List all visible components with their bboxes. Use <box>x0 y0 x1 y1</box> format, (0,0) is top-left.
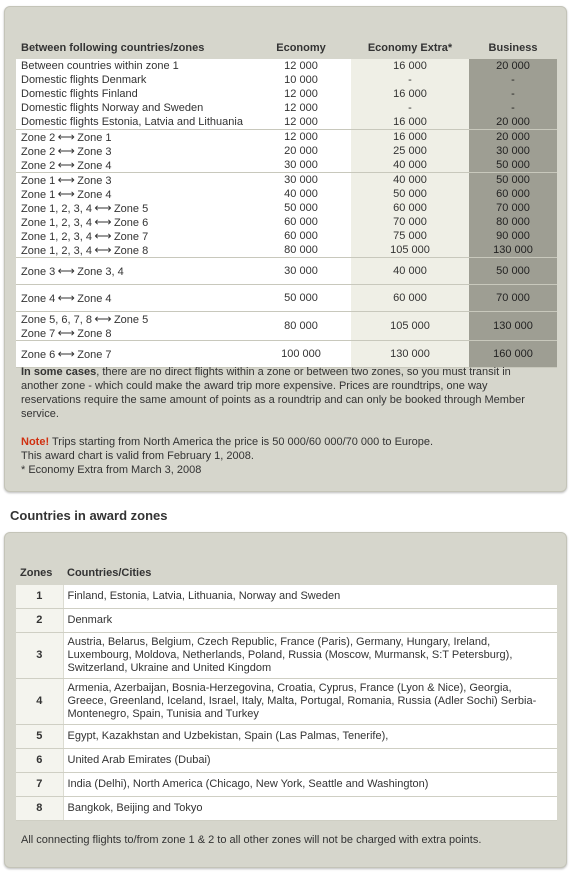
economy-extra-cell: 105 000 <box>351 243 469 258</box>
route-cell <box>16 87 251 101</box>
zone-countries: Armenia, Azerbaijan, Bosnia-Herzegovina, Croatia, Cyprus, France (Lyon & Nice), Georgia, Greece, Greenland, Iceland, Israel, Italy, Malta, Portugal, Romania, Russia (Adler Sochi) Serbia-Montenegro, Spain, Tunisia and Turkey <box>63 679 557 725</box>
route-to: Zone 3 <box>77 175 112 187</box>
route-from: Zone 1, 2, 3, 4 <box>21 245 92 257</box>
table-row <box>16 173 557 188</box>
route-cell <box>16 144 251 158</box>
route-from: Zone 6 <box>21 349 56 361</box>
route-to: Zone 4 <box>77 293 112 305</box>
table-row <box>16 229 557 243</box>
economy-extra-cell: 16 000 <box>351 115 469 130</box>
route-from: Zone 1, 2, 3, 4 <box>21 231 92 243</box>
route-to: Zone 7 <box>77 349 112 361</box>
economy-cell: 12 000 <box>251 101 351 115</box>
business-cell: 90 000 <box>469 229 557 243</box>
zone-countries: Denmark <box>63 609 557 633</box>
economy-cell: 80 000 <box>251 243 351 258</box>
table-row <box>16 243 557 258</box>
economy-extra-cell: 16 000 <box>351 87 469 101</box>
economy-extra-cell: 60 000 <box>351 285 469 312</box>
table-row <box>16 158 557 173</box>
zone-row <box>16 585 557 609</box>
notes-north-america <box>21 435 541 449</box>
route-to: Zone 8 <box>77 328 112 340</box>
zones-section-title: Countries in award zones <box>10 508 168 523</box>
economy-cell: 50 000 <box>251 285 351 312</box>
business-cell: 60 000 <box>469 187 557 201</box>
route-label: Domestic flights Norway and Sweden <box>21 102 204 114</box>
route-cell <box>16 341 251 368</box>
header-route: Between following countries/zones <box>21 42 205 54</box>
zone-number: 3 <box>16 633 63 679</box>
award-notes <box>21 365 541 477</box>
route-cell <box>16 101 251 115</box>
zone-row <box>16 749 557 773</box>
zone-row <box>16 609 557 633</box>
business-cell: 130 000 <box>469 312 557 341</box>
double-arrow-icon: ⟷ <box>94 229 112 243</box>
table-row <box>16 87 557 101</box>
note-label: Note! <box>21 436 50 448</box>
zone-row <box>16 725 557 749</box>
economy-extra-cell: 105 000 <box>351 312 469 341</box>
route-to: Zone 1 <box>77 132 112 144</box>
route-cell <box>16 285 251 312</box>
economy-extra-cell: 16 000 <box>351 130 469 145</box>
header-countries: Countries/Cities <box>67 567 152 579</box>
zone-countries: Bangkok, Beijing and Tokyo <box>63 797 557 821</box>
route-from: Zone 1 <box>21 175 56 187</box>
economy-extra-cell: 60 000 <box>351 201 469 215</box>
double-arrow-icon: ⟷ <box>94 243 112 257</box>
route-from: Zone 2 <box>21 132 56 144</box>
header-zones: Zones <box>20 567 53 579</box>
double-arrow-icon: ⟷ <box>57 130 75 144</box>
zone-number: 2 <box>16 609 63 633</box>
award-chart-panel <box>4 6 567 492</box>
zone-row <box>16 773 557 797</box>
economy-extra-cell: 40 000 <box>351 158 469 173</box>
table-row <box>16 59 557 73</box>
economy-extra-cell: 40 000 <box>351 258 469 285</box>
business-cell: 20 000 <box>469 115 557 130</box>
table-row <box>16 201 557 215</box>
zone-countries: Austria, Belarus, Belgium, Czech Republic, France (Paris), Germany, Hungary, Ireland, Luxembourg, Moldova, Netherlands, Poland, Russia (Moscow, Murmansk, S:T Petersburg), Switzerland, Ukraine and United Kingdom <box>63 633 557 679</box>
business-cell: - <box>469 101 557 115</box>
zone-number: 4 <box>16 679 63 725</box>
zone-row <box>16 797 557 821</box>
business-cell: 160 000 <box>469 341 557 368</box>
economy-cell: 30 000 <box>251 158 351 173</box>
route-label: Between countries within zone 1 <box>21 60 179 72</box>
route-cell <box>16 215 251 229</box>
double-arrow-icon: ⟷ <box>94 215 112 229</box>
economy-cell: 40 000 <box>251 187 351 201</box>
zone-countries: Finland, Estonia, Latvia, Lithuania, Norway and Sweden <box>63 585 557 609</box>
route-cell <box>16 173 251 188</box>
award-table <box>16 37 557 368</box>
economy-cell: 80 000 <box>251 312 351 341</box>
zone-number: 8 <box>16 797 63 821</box>
route-to: Zone 5 <box>113 314 149 326</box>
double-arrow-icon: ⟷ <box>57 264 75 278</box>
table-row <box>16 341 557 368</box>
header-economy: Economy <box>276 42 326 54</box>
zone-row <box>16 633 557 679</box>
economy-cell: 20 000 <box>251 144 351 158</box>
route-cell <box>16 187 251 201</box>
route-from: Zone 3 <box>21 266 56 278</box>
notes-economy-extra: * Economy Extra from March 3, 2008 <box>21 464 202 476</box>
economy-extra-cell: 25 000 <box>351 144 469 158</box>
business-cell: 70 000 <box>469 201 557 215</box>
route-from: Zone 5, 6, 7, 8 <box>21 314 92 326</box>
business-cell: - <box>469 73 557 87</box>
route-cell <box>16 130 251 145</box>
route-to: Zone 7 <box>113 231 149 243</box>
business-cell: 30 000 <box>469 144 557 158</box>
route-label: Domestic flights Denmark <box>21 74 147 86</box>
route-to: Zone 4 <box>77 160 112 172</box>
table-row <box>16 312 557 341</box>
header-business: Business <box>488 42 538 54</box>
table-row <box>16 144 557 158</box>
route-cell <box>16 258 251 285</box>
economy-extra-cell: - <box>351 73 469 87</box>
economy-cell: 12 000 <box>251 59 351 73</box>
award-table-header <box>16 37 557 59</box>
route-from: Zone 1 <box>21 189 56 201</box>
route-to: Zone 3 <box>77 146 112 158</box>
header-economy-extra: Economy Extra* <box>367 42 453 54</box>
double-arrow-icon: ⟷ <box>94 201 112 215</box>
double-arrow-icon: ⟷ <box>57 187 75 201</box>
route-label: Domestic flights Estonia, Latvia and Lithuania <box>21 116 243 128</box>
table-row <box>16 130 557 145</box>
table-row <box>16 115 557 130</box>
economy-extra-cell: 70 000 <box>351 215 469 229</box>
route-cell <box>16 229 251 243</box>
double-arrow-icon: ⟷ <box>94 312 112 326</box>
economy-cell: 10 000 <box>251 73 351 87</box>
zone-countries: United Arab Emirates (Dubai) <box>63 749 557 773</box>
business-cell: 50 000 <box>469 173 557 188</box>
economy-cell: 50 000 <box>251 201 351 215</box>
notes-lead: In some cases <box>21 366 97 378</box>
zone-countries: Egypt, Kazakhstan and Uzbekistan, Spain (Las Palmas, Tenerife), <box>63 725 557 749</box>
economy-extra-cell: - <box>351 101 469 115</box>
notes-paragraph <box>21 365 541 421</box>
route-label: Domestic flights Finland <box>21 88 138 100</box>
economy-cell: 30 000 <box>251 173 351 188</box>
business-cell: 70 000 <box>469 285 557 312</box>
route-from: Zone 4 <box>21 293 56 305</box>
economy-extra-cell: 16 000 <box>351 59 469 73</box>
zone-countries: India (Delhi), North America (Chicago, New York, Seattle and Washington) <box>63 773 557 797</box>
zone-number: 1 <box>16 585 63 609</box>
economy-extra-cell: 130 000 <box>351 341 469 368</box>
table-row <box>16 285 557 312</box>
business-cell: 80 000 <box>469 215 557 229</box>
double-arrow-icon: ⟷ <box>57 158 75 172</box>
route-from: Zone 2 <box>21 146 56 158</box>
economy-cell: 100 000 <box>251 341 351 368</box>
business-cell: 20 000 <box>469 130 557 145</box>
route-to: Zone 5 <box>113 203 149 215</box>
table-row <box>16 101 557 115</box>
double-arrow-icon: ⟷ <box>57 291 75 305</box>
zone-number: 7 <box>16 773 63 797</box>
business-cell: 130 000 <box>469 243 557 258</box>
route-to: Zone 6 <box>113 217 149 229</box>
notes-text: , there are no direct flights within a zone or between two zones, so you must transit in another zone - which could make the award trip more expensive. Prices are roundtrips, one way reservations require the same amount of points as a roundtrip and can only be booked through Member service. <box>21 366 525 420</box>
zones-table <box>16 561 557 821</box>
economy-extra-cell: 50 000 <box>351 187 469 201</box>
note-text: Trips starting from North America the price is 50 000/60 000/70 000 to Europe. <box>49 436 434 448</box>
zones-footer: All connecting flights to/from zone 1 & 2 to all other zones will not be charged with extra points. <box>21 834 482 846</box>
route-cell <box>16 59 251 73</box>
zones-table-header <box>16 561 557 585</box>
route-cell <box>16 201 251 215</box>
table-row <box>16 73 557 87</box>
double-arrow-icon: ⟷ <box>57 326 75 340</box>
zone-row <box>16 679 557 725</box>
route-cell <box>16 115 251 130</box>
economy-cell: 12 000 <box>251 87 351 101</box>
route-from: Zone 7 <box>21 328 56 340</box>
double-arrow-icon: ⟷ <box>57 144 75 158</box>
route-from: Zone 1, 2, 3, 4 <box>21 203 92 215</box>
economy-cell: 12 000 <box>251 130 351 145</box>
zone-number: 5 <box>16 725 63 749</box>
zones-panel <box>4 532 567 868</box>
notes-valid: This award chart is valid from February 1, 2008. <box>21 450 254 462</box>
double-arrow-icon: ⟷ <box>57 347 75 361</box>
business-cell: 50 000 <box>469 258 557 285</box>
economy-extra-cell: 40 000 <box>351 173 469 188</box>
economy-cell: 60 000 <box>251 229 351 243</box>
route-cell <box>16 243 251 258</box>
route-from: Zone 2 <box>21 160 56 172</box>
table-row <box>16 215 557 229</box>
economy-extra-cell: 75 000 <box>351 229 469 243</box>
route-cell <box>16 73 251 87</box>
route-to: Zone 8 <box>113 245 149 257</box>
route-to: Zone 3, 4 <box>77 266 124 278</box>
table-row <box>16 187 557 201</box>
route-from: Zone 1, 2, 3, 4 <box>21 217 92 229</box>
route-cell <box>16 158 251 173</box>
economy-cell: 60 000 <box>251 215 351 229</box>
route-to: Zone 4 <box>77 189 112 201</box>
economy-cell: 30 000 <box>251 258 351 285</box>
economy-cell: 12 000 <box>251 115 351 130</box>
business-cell: 20 000 <box>469 59 557 73</box>
double-arrow-icon: ⟷ <box>57 173 75 187</box>
business-cell: - <box>469 87 557 101</box>
business-cell: 50 000 <box>469 158 557 173</box>
route-cell <box>16 312 251 341</box>
table-row <box>16 258 557 285</box>
zone-number: 6 <box>16 749 63 773</box>
